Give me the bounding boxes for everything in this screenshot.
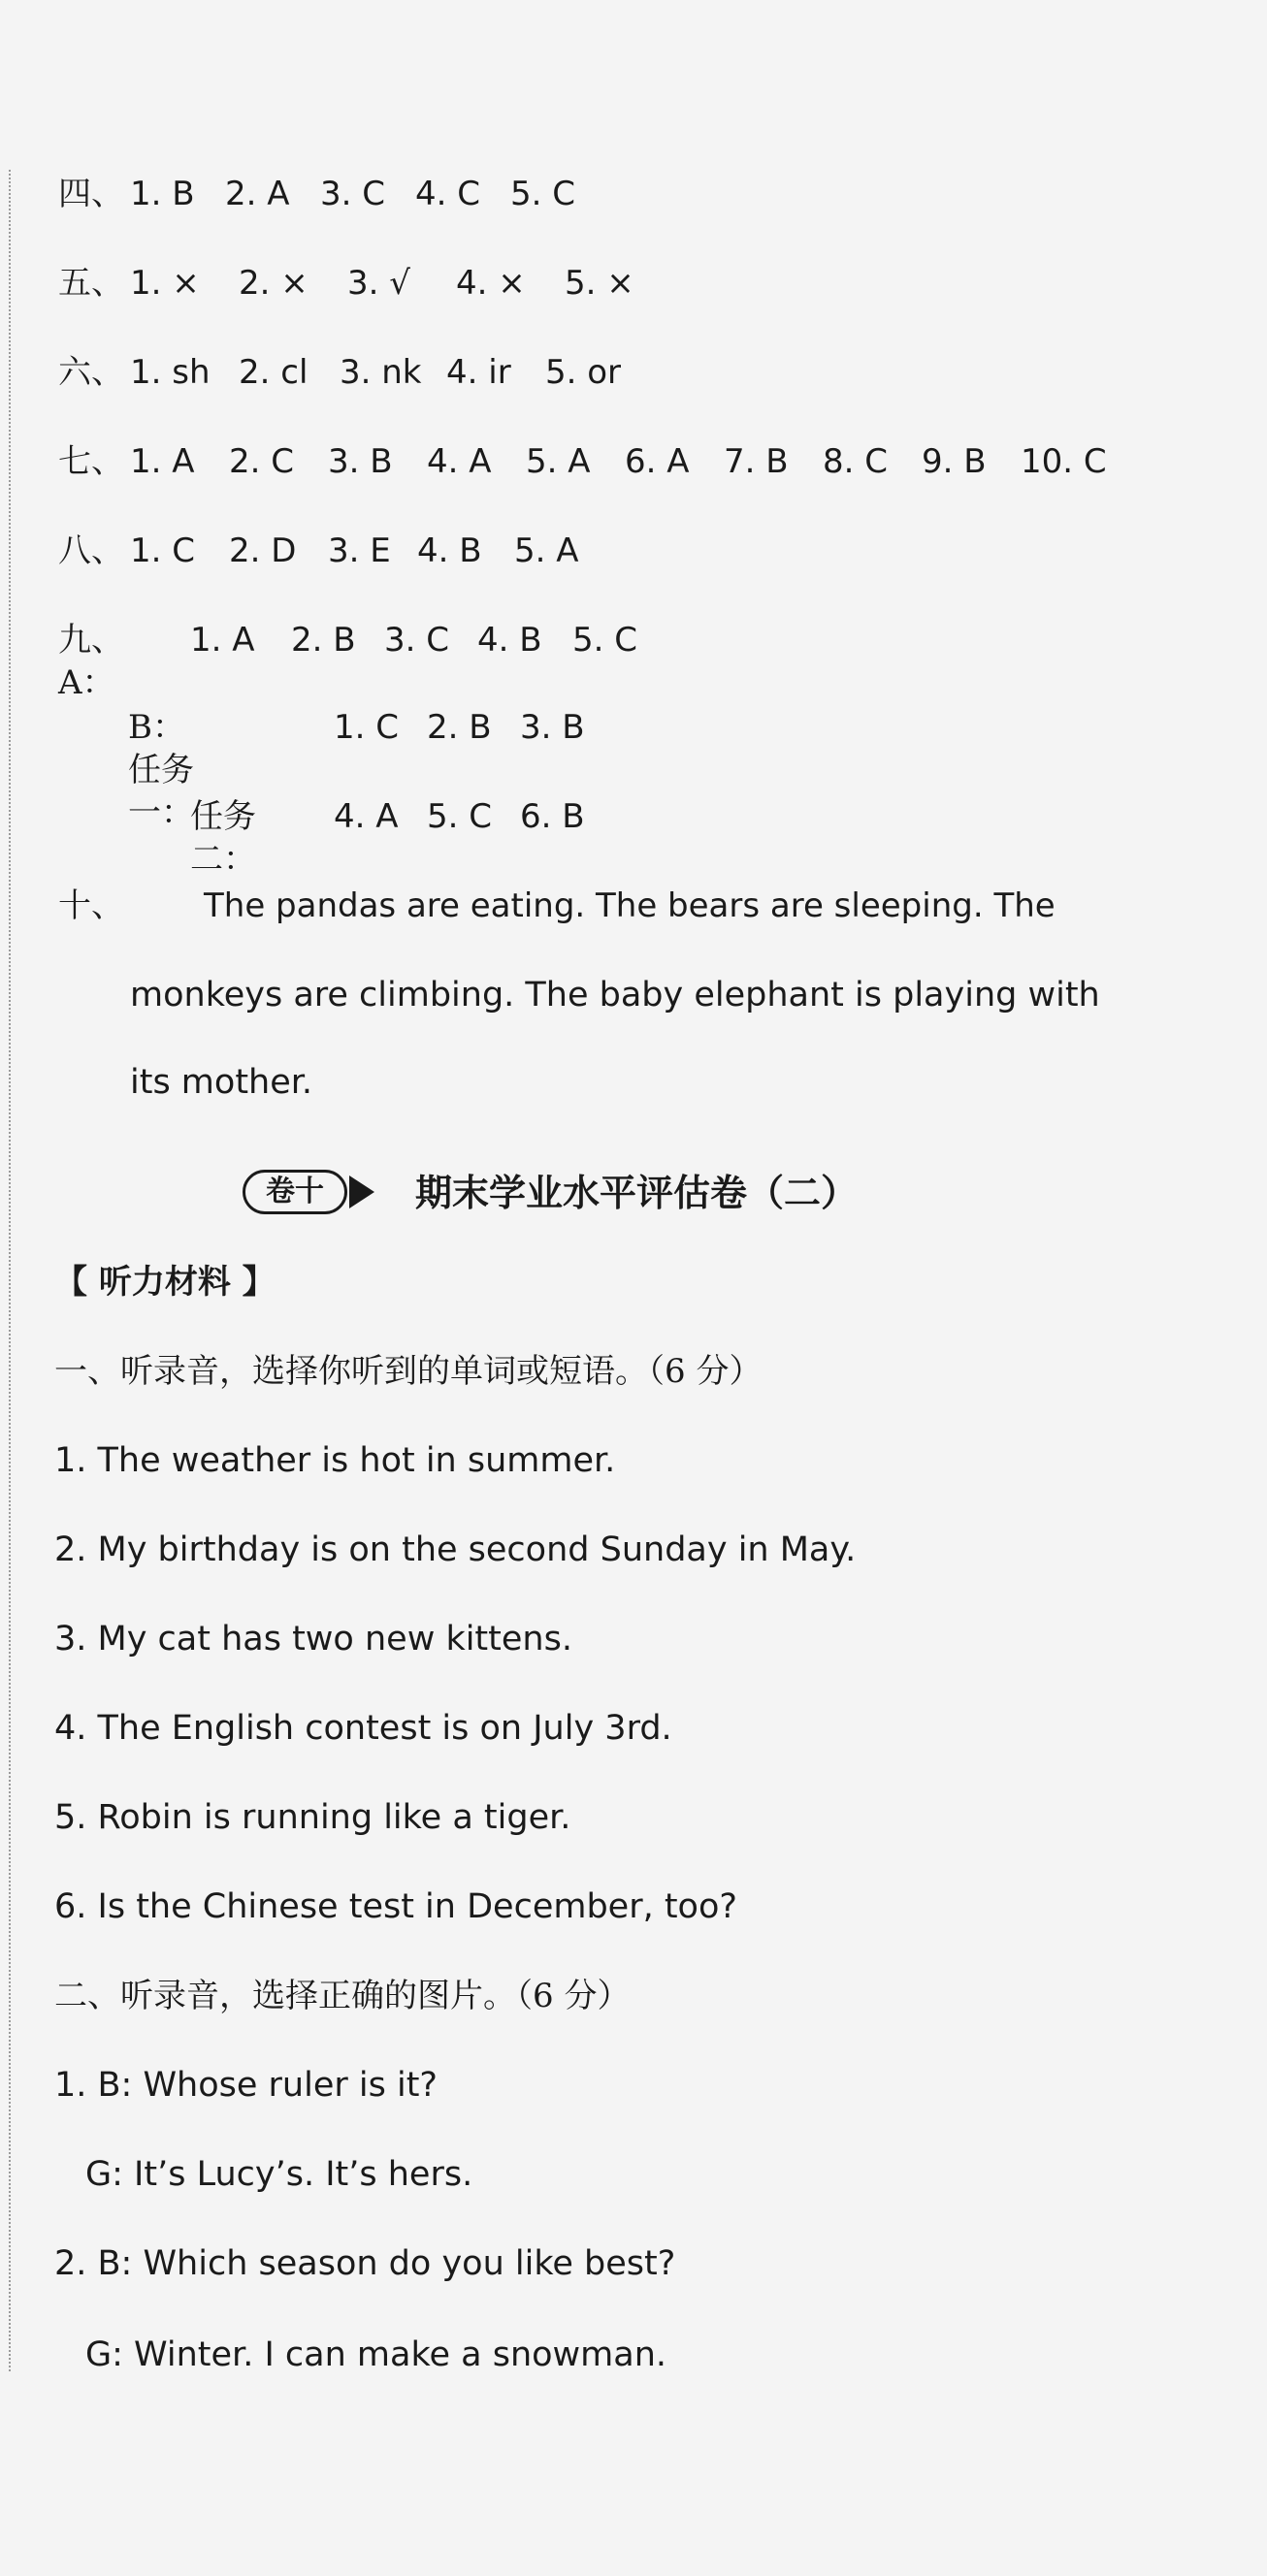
- answer-item: 4. ×: [456, 264, 526, 303]
- answer-item: 6. A: [625, 442, 690, 481]
- answer-item: 8. C: [823, 442, 888, 481]
- list-item: 5. Robin is running like a tiger.: [54, 1798, 571, 1837]
- answer-item: 5. A: [514, 531, 579, 570]
- answer-item: 3. C: [384, 621, 449, 660]
- answer-prefix: 七、: [58, 442, 124, 481]
- answer-prefix: 八、: [58, 531, 124, 570]
- answer-item: 1. C: [130, 531, 195, 570]
- answer-item: 3. B: [328, 442, 393, 481]
- answer-item: 2. B: [427, 708, 492, 747]
- answer-item: 5. C: [510, 175, 575, 213]
- margin-dotted-rule: [9, 170, 11, 2371]
- answer-prefix: 六、: [58, 353, 124, 392]
- dialogue-line: G: Winter. I can make a snowman.: [85, 2335, 667, 2374]
- answer-item: 2. A: [225, 175, 290, 213]
- answer-item: 2. C: [229, 442, 294, 481]
- list-item: 6. Is the Chinese test in December, too?: [54, 1887, 737, 1926]
- answer-item: 4. A: [334, 797, 399, 836]
- answer-item: 4. B: [477, 621, 542, 660]
- list-item: 3. My cat has two new kittens.: [54, 1620, 572, 1658]
- answer-item: 10. C: [1021, 442, 1107, 481]
- answer-item: 3. C: [320, 175, 385, 213]
- answer-item: 2. ×: [239, 264, 309, 303]
- answer-item: 4. C: [415, 175, 480, 213]
- answer-prefix: 四、: [58, 175, 124, 213]
- answer-item: 3. B: [520, 708, 585, 747]
- answer-item: 4. B: [417, 531, 482, 570]
- answer-item: 1. A: [130, 442, 195, 481]
- answer-sentence: The pandas are eating. The bears are sleeping. The: [204, 886, 1056, 925]
- listening-heading: 【 听力材料 】: [54, 1263, 276, 1302]
- dialogue-line: 2. B: Which season do you like best?: [54, 2244, 676, 2283]
- answer-item: 3. nk: [340, 353, 422, 392]
- answer-prefix: 任务二：: [190, 797, 256, 879]
- answer-item: 4. ir: [446, 353, 511, 392]
- answer-item: 7. B: [724, 442, 789, 481]
- part-title: 二、听录音，选择正确的图片。（6 分）: [54, 1977, 631, 2015]
- list-item: 4. The English contest is on July 3rd.: [54, 1709, 672, 1748]
- list-item: 1. The weather is hot in summer.: [54, 1441, 616, 1480]
- answer-sentence: monkeys are climbing. The baby elephant is playing with: [130, 976, 1100, 1014]
- answer-item: 1. ×: [130, 264, 200, 303]
- section-badge: 卷十: [243, 1170, 347, 1214]
- list-item: 2. My birthday is on the second Sunday in May.: [54, 1530, 857, 1569]
- answer-item: 9. B: [922, 442, 987, 481]
- dialogue-line: G: It’s Lucy’s. It’s hers.: [85, 2155, 473, 2194]
- answer-item: 6. B: [520, 797, 585, 836]
- answer-item: 5. C: [572, 621, 637, 660]
- answer-item: 5. C: [427, 797, 492, 836]
- answer-item: 1. A: [190, 621, 255, 660]
- answer-prefix: B：任务一：: [128, 708, 194, 832]
- answer-prefix: 九、A：: [58, 621, 124, 702]
- answer-item: 5. ×: [565, 264, 634, 303]
- part-title: 一、听录音，选择你听到的单词或短语。（6 分）: [54, 1352, 763, 1391]
- answer-sentence: its mother.: [130, 1063, 313, 1102]
- answer-item: 2. B: [291, 621, 356, 660]
- arrow-right-icon: [349, 1175, 374, 1208]
- dialogue-line: 1. B: Whose ruler is it?: [54, 2066, 438, 2105]
- answer-item: 2. cl: [239, 353, 309, 392]
- answer-item: 1. sh: [130, 353, 211, 392]
- answer-prefix: 十、: [58, 886, 124, 925]
- answer-item: 1. C: [334, 708, 399, 747]
- answer-item: 2. D: [229, 531, 297, 570]
- answer-item: 5. or: [545, 353, 622, 392]
- answer-item: 4. A: [427, 442, 492, 481]
- answer-item: 1. B: [130, 175, 195, 213]
- answer-item: 3. √: [347, 264, 410, 303]
- section-title: 期末学业水平评估卷（二）: [415, 1171, 859, 1214]
- answer-prefix: 五、: [58, 264, 124, 303]
- answer-item: 3. E: [328, 531, 391, 570]
- answer-item: 5. A: [526, 442, 591, 481]
